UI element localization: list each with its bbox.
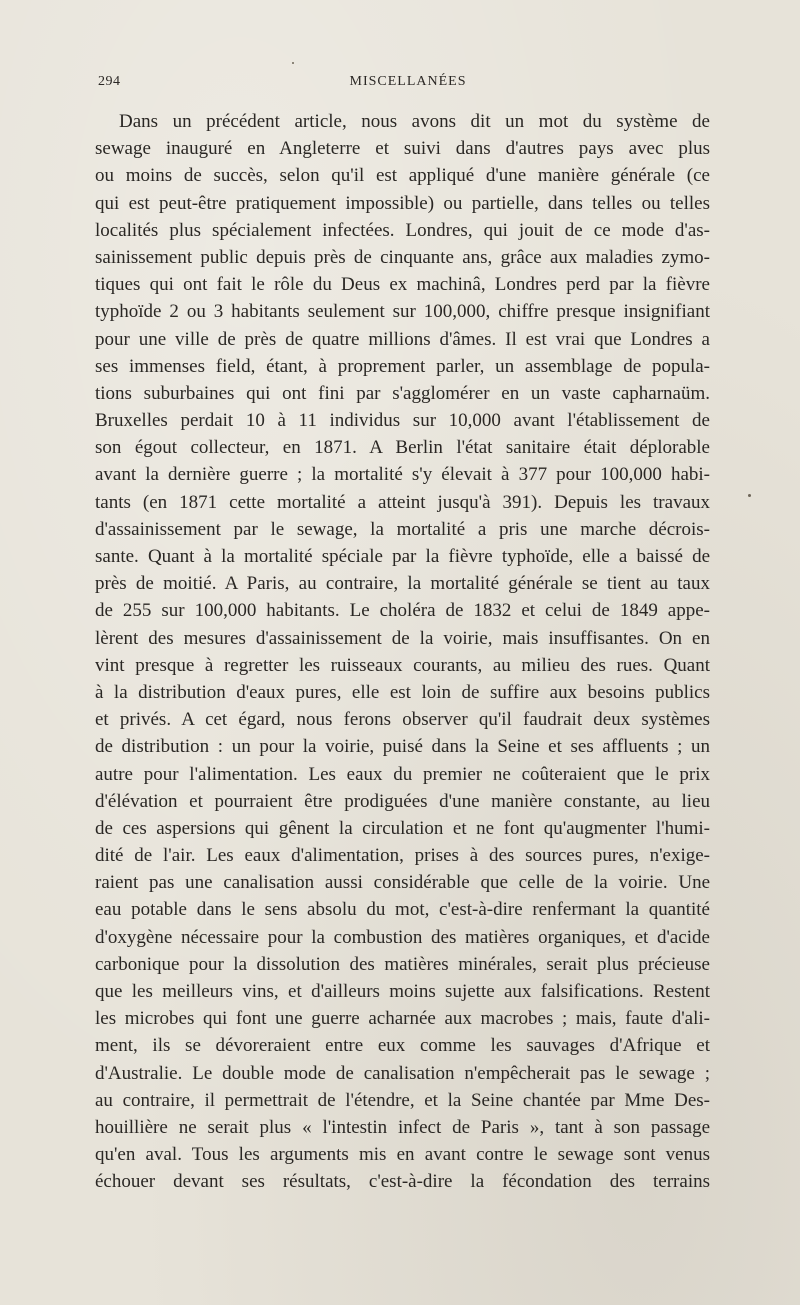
- running-head: [98, 74, 718, 94]
- text-line: vint presque à regretter les ruisseaux courants, au milieu des rues. Quant: [95, 654, 710, 676]
- text-line: tiques qui ont fait le rôle du Deus ex machinâ, Londres perd par la fièvre: [95, 274, 710, 296]
- page-number: 294: [98, 74, 121, 89]
- text-line: tants (en 1871 cette mortalité a atteint jusqu'à 391). Depuis les travaux: [95, 491, 710, 513]
- text-line: son égout collecteur, en 1871. A Berlin l'état sanitaire était déplorable: [95, 437, 710, 459]
- text-line: au contraire, il permettrait de l'étendre, et la Seine chantée par Mme Des-: [95, 1089, 710, 1111]
- text-line: sante. Quant à la mortalité spéciale par la fièvre typhoïde, elle a baissé de: [95, 546, 710, 567]
- text-line: carbonique pour la dissolution des matières minérales, serait plus précieuse: [95, 953, 710, 975]
- section-title: MISCELLANÉES: [349, 74, 467, 89]
- text-line: près de moitié. A Paris, au contraire, la mortalité générale se tient au taux: [95, 573, 710, 595]
- text-line: dité de l'air. Les eaux d'alimentation, prises à des sources pures, n'exige-: [95, 845, 710, 867]
- text-line: raient pas une canalisation aussi considérable que celle de la voirie. Une: [95, 872, 710, 894]
- text-line: lèrent des mesures d'assainissement de la voirie, mais insuffisantes. On en: [95, 627, 710, 649]
- paper-speck: [748, 494, 751, 497]
- text-line: de 255 sur 100,000 habitants. Le choléra de 1832 et celui de 1849 appe-: [95, 600, 710, 622]
- text-line: Dans un précédent article, nous avons dit un mot du système de: [119, 111, 710, 132]
- text-line: eau potable dans le sens absolu du mot, c'est-à-dire renfermant la quantité: [95, 899, 710, 921]
- text-line: que les meilleurs vins, et d'ailleurs moins sujette aux falsifications. Restent: [95, 981, 710, 1002]
- text-line: houillière ne serait plus « l'intestin infect de Paris », tant à son passage: [95, 1116, 710, 1138]
- text-line: d'élévation et pourraient être prodiguées d'une manière constante, au lieu: [95, 790, 710, 812]
- text-line: ment, ils se dévoreraient entre eux comme les sauvages d'Afrique et: [95, 1035, 710, 1057]
- text-line: ses immenses field, étant, à proprement parler, un assemblage de popula-: [95, 355, 710, 377]
- text-line: tions suburbaines qui ont fini par s'agglomérer en un vaste capharnaüm.: [95, 382, 710, 404]
- text-line: autre pour l'alimentation. Les eaux du premier ne coûteraient que le prix: [95, 763, 710, 785]
- text-line: typhoïde 2 ou 3 habitants seulement sur 100,000, chiffre presque insignifiant: [95, 301, 710, 323]
- text-line: d'Australie. Le double mode de canalisation n'empêcherait pas le sewage ;: [95, 1062, 710, 1084]
- text-line: d'oxygène nécessaire pour la combustion des matières organiques, et d'acide: [95, 926, 710, 948]
- text-line: avant la dernière guerre ; la mortalité s'y élevait à 377 pour 100,000 habi-: [95, 464, 710, 486]
- text-line: localités plus spécialement infectées. Londres, qui jouit de ce mode d'as-: [95, 219, 710, 241]
- text-line: ou moins de succès, selon qu'il est appliqué d'une manière générale (ce: [95, 165, 710, 187]
- text-line: qu'en aval. Tous les arguments mis en avant contre le sewage sont venus: [95, 1144, 710, 1166]
- text-line: pour une ville de près de quatre millions d'âmes. Il est vrai que Londres a: [95, 328, 710, 350]
- body-paragraph: [95, 108, 710, 1196]
- paper-speck: [292, 62, 294, 64]
- text-line: et privés. A cet égard, nous ferons observer qu'il faudrait deux systèmes: [95, 709, 710, 731]
- text-line: Bruxelles perdait 10 à 11 individus sur 10,000 avant l'établissement de: [95, 410, 710, 432]
- text-line: de distribution : un pour la voirie, puisé dans la Seine et ses affluents ; un: [95, 736, 710, 758]
- text-line: échouer devant ses résultats, c'est-à-dire la fécondation des terrains: [95, 1171, 710, 1193]
- text-line: à la distribution d'eaux pures, elle est loin de suffire aux besoins publics: [95, 681, 710, 703]
- text-line: sainissement public depuis près de cinquante ans, grâce aux maladies zymo-: [95, 246, 710, 268]
- text-line: les microbes qui font une guerre acharnée aux macrobes ; mais, faute d'ali-: [95, 1008, 710, 1030]
- text-line: qui est peut-être pratiquement impossible) ou partielle, dans telles ou telles: [95, 192, 710, 214]
- text-line: de ces aspersions qui gênent la circulation et ne font qu'augmenter l'humi-: [95, 817, 710, 839]
- text-line: d'assainissement par le sewage, la mortalité a pris une marche décrois-: [95, 518, 710, 540]
- text-line: sewage inauguré en Angleterre et suivi dans d'autres pays avec plus: [95, 138, 710, 160]
